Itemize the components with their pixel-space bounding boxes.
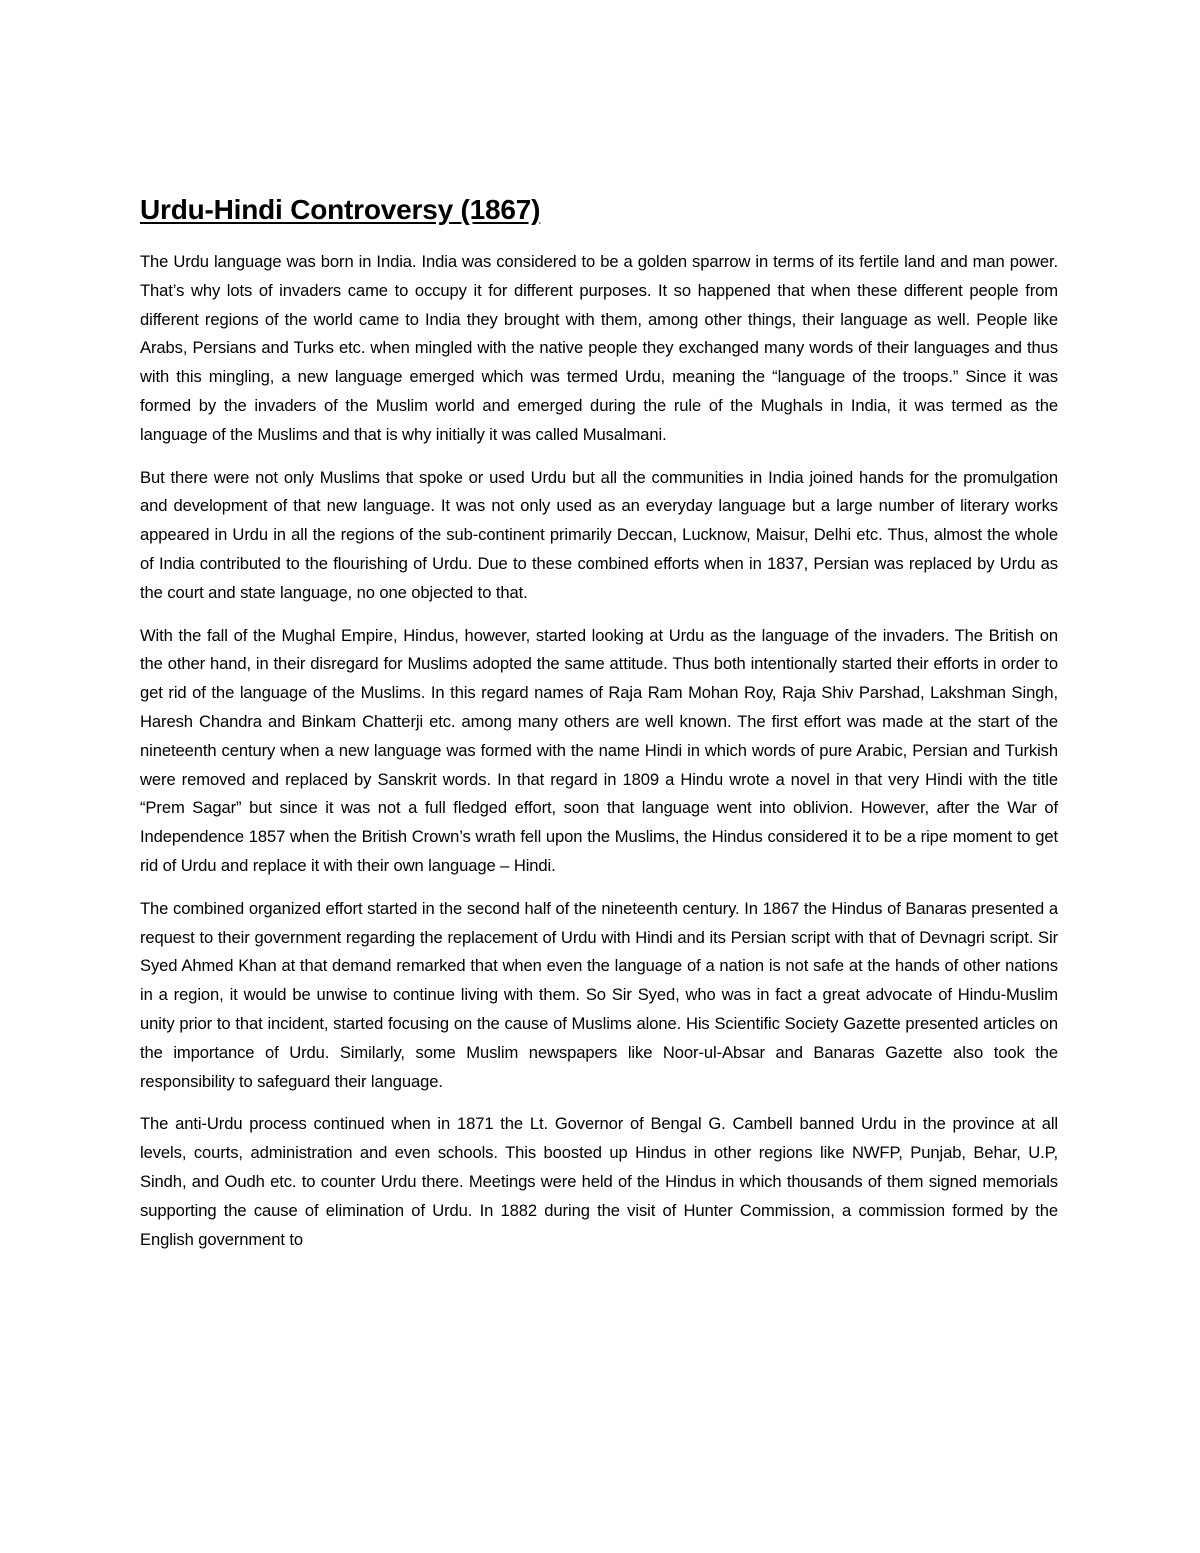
paragraph-3: With the fall of the Mughal Empire, Hindus, however, started looking at Urdu as the language of the invaders. The British on the other hand, in their disregard for Muslims adopted the same attitude. Thus both intentionally started their efforts in order to get rid of the language of the Muslims. In this regard names of Raja Ram Mohan Roy, Raja Shiv Parshad, Lakshman Singh, Haresh Chandra and Binkam Chatterji etc. among many others are well known. The first effort was made at the start of the nineteenth century when a new language was formed with the name Hindi in which words of pure Arabic, Persian and Turkish were removed and replaced by Sanskrit words. In that regard in 1809 a Hindu wrote a novel in that very Hindi with the title “Prem Sagar” but since it was not a full fledged effort, soon that language went into oblivion. However, after the War of Independence 1857 when the British Crown’s wrath fell upon the Muslims, the Hindus considered it to be a ripe moment to get rid of Urdu and replace it with their own language – Hindi.	[140, 625, 1058, 875]
paragraph-4: The combined organized effort started in the second half of the nineteenth century. In 1867 the Hindus of Banaras presented a request to their government regarding the replacement of Urdu with Hindi and its Persian script with that of Devnagri script. Sir Syed Ahmed Khan at that demand remarked that when even the language of a nation is not safe at the hands of other nations in a region, it would be unwise to continue living with them. So Sir Syed, who was in fact a great advocate of Hindu-Muslim unity prior to that incident, started focusing on the cause of Muslims alone. His Scientific Society Gazette presented articles on the importance of Urdu. Similarly, some Muslim newspapers like Noor-ul-Absar and Banaras Gazette also took the responsibility to safeguard their language.	[140, 898, 1058, 1091]
paragraph-1: The Urdu language was born in India. India was considered to be a golden sparrow in terms of its fertile land and man power. That’s why lots of invaders came to occupy it for different purposes. It so happened that when these different people from different regions of the world came to India they brought with them, among other things, their language as well. People like Arabs, Persians and Turks etc. when mingled with the native people they exchanged many words of their languages and thus with this mingling, a new language emerged which was termed Urdu, meaning the “language of the troops.” Since it was formed by the invaders of the Muslim world and emerged during the rule of the Mughals in India, it was termed as the language of the Muslims and that is why initially it was called Musalmani.	[140, 252, 1058, 444]
document-title: Urdu-Hindi Controversy (1867)	[140, 194, 541, 225]
document-page	[140, 190, 1058, 1268]
paragraph-2: But there were not only Muslims that spoke or used Urdu but all the communities in India joined hands for the promulgation and development of that new language. It was not only used as an everyday language but a large number of literary works appeared in Urdu in all the regions of the sub-continent primarily Deccan, Lucknow, Maisur, Delhi etc. Thus, almost the whole of India contributed to the flourishing of Urdu. Due to these combined efforts when in 1837, Persian was replaced by Urdu as the court and state language, no one objected to that.	[140, 467, 1058, 602]
paragraph-5: The anti-Urdu process continued when in 1871 the Lt. Governor of Bengal G. Cambell banned Urdu in the province at all levels, courts, administration and even schools. This boosted up Hindus in other regions like NWFP, Punjab, Behar, U.P, Sindh, and Oudh etc. to counter Urdu there. Meetings were held of the Hindus in which thousands of them signed memorials supporting the cause of elimination of Urdu. In 1882 during the visit of Hunter Commission, a commission formed by the English government to	[140, 1114, 1058, 1249]
